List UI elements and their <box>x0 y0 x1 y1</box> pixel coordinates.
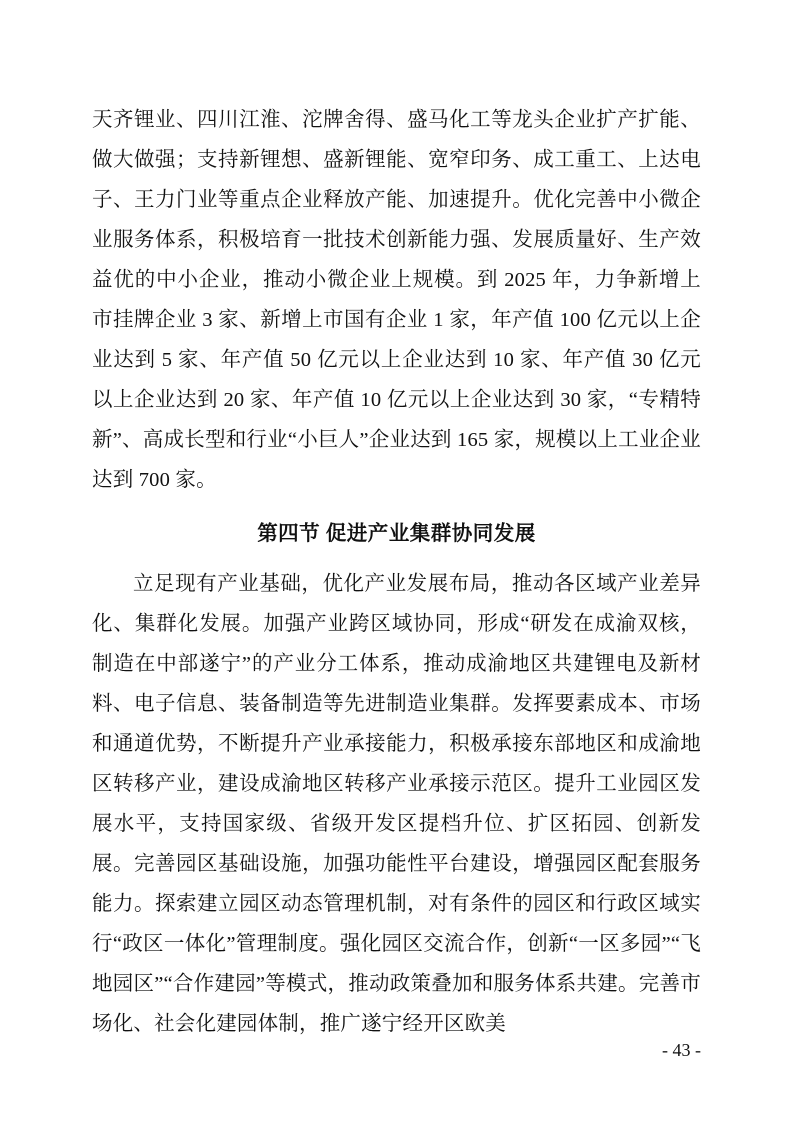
paragraph-continued: 天齐锂业、四川江淮、沱牌舍得、盛马化工等龙头企业扩产扩能、做大做强；支持新锂想、盛新锂能、宽窄印务、成工重工、上达电子、王力门业等重点企业释放产能、加速提升。优化完善中小微企业服务体系，积极培育一批技术创新能力强、发展质量好、生产效益优的中小企业，推动小微企业上规模。到 2025 年，力争新增上市挂牌企业 3 家、新增上市国有企业 1 家，年产值 100 亿元以上企业达到 5 家、年产值 50 亿元以上企业达到 10 家、年产值 30 亿元以上企业达到 20 家、年产值 10 亿元以上企业达到 30 家，“专精特新”、高成长型和行业“小巨人”企业达到 165 家，规模以上工业企业达到 700 家。 <box>92 109 701 491</box>
paragraph-section-1: 立足现有产业基础，优化产业发展布局，推动各区域产业差异化、集群化发展。加强产业跨区域协同，形成“研发在成渝双核，制造在中部遂宁”的产业分工体系，推动成渝地区共建锂电及新材料、电子信息、装备制造等先进制造业集群。发挥要素成本、市场和通道优势，不断提升产业承接能力，积极承接东部地区和成渝地区转移产业，建设成渝地区转移产业承接示范区。提升工业园区发展水平，支持国家级、省级开发区提档升位、扩区拓园、创新发展。完善园区基础设施，加强功能性平台建设，增强园区配套服务能力。探索建立园区动态管理机制，对有条件的园区和行政区域实行“政区一体化”管理制度。强化园区交流合作，创新“一区多园”“飞地园区”“合作建园”等模式，推动政策叠加和服务体系共建。完善市场化、社会化建园体制，推广遂宁经开区欧美 <box>92 573 701 1035</box>
page-body <box>92 100 701 1044</box>
page-number: - 43 - <box>662 1040 701 1060</box>
section-heading: 第四节 促进产业集群协同发展 <box>257 523 536 545</box>
